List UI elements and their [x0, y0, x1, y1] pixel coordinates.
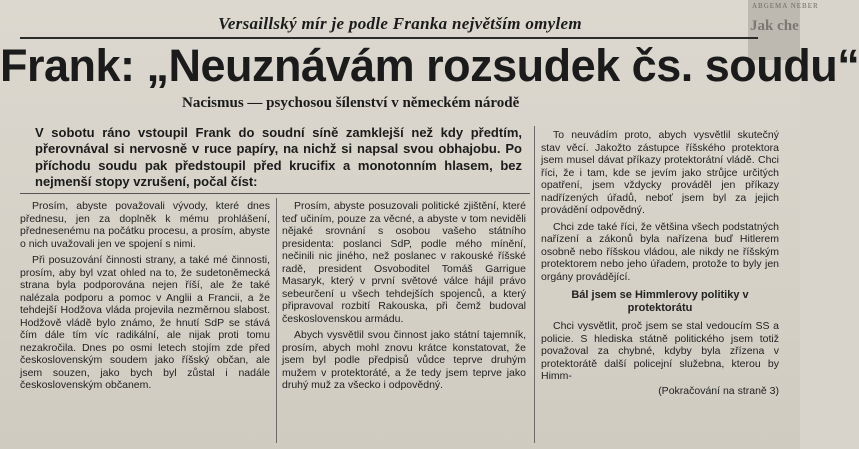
- paragraph: To neuvádím proto, abych vysvětlil skutečný stav věcí. Jakožto zástupce říšského protektora jsem musel dávat příkazy protektorátní vládě. Chci říci, že i tam, kde se jevím jako strůjce určitých opatření, jsem vždycky prováděl jen příkazy nadřízených úřadů, neboť jsem byl za jejich provádění odpovědný.: [541, 129, 779, 216]
- headline: Frank: „Neuznávám rozsudek čs. soudu“: [0, 40, 859, 91]
- paragraph: Prosím, abyste považovali vývody, které dnes přednesu, jen za doplněk k mému prohlášení, přednesenému na počátku procesu, a prosím, abyste o nich uvažovali jen ve spojení s nimi.: [20, 200, 270, 250]
- column-divider: [534, 126, 535, 443]
- edge-top-text: ABGEMA NEBER: [752, 2, 819, 10]
- paragraph: Chci vysvětlit, proč jsem se stal vedoucím SS a policie. S hlediska státně politického jsem totiž považoval za chybné, kdyby byla zřízena v protektorátě další policejní služebna, kterou by Himm-: [541, 320, 779, 382]
- article-column-1: [20, 200, 270, 392]
- paragraph: Prosím, abyste posuzovali politické zjištění, které teď učiním, pouze za věcné, a abyste v tom neviděli nějaké srovnání s osobou vašeho státního presidenta: poslanci SdP, podle mého mínění, nečinili nic jiného, než poslanec v rakouské říšské radě, president Osvoboditel Tomáš Garrigue Masaryk, který v první světové válce hájil právo sebeurčení u všech tehdejších spojenců, a který připravoval rozbití Rakouska, při čemž budoval československou armádu.: [282, 200, 526, 325]
- subhead: Nacismus — psychosou šílenství v německém národě: [182, 95, 520, 111]
- kicker: Versaillský mír je podle Franka největším omylem: [218, 14, 582, 33]
- paragraph: Při posuzování činnosti strany, a také mé činnosti, prosím, aby byl vzat ohled na to, že sudetoněmecká strana byla podporována nejen říší, ale že také nalézala podporu a pomoc v Anglii a Francii, a že tehdejší Hodžova vláda projevila nezměrnou slabost. Hodžově vládě bylo známo, že hnutí SdP se stává čím dále tím víc radikální, ale nijak proti tomu nezakročila. Dnes po osmi letech stojím zde před československým soudem jako říšský občan, ale jsem souzen, jako bych byl zůstal i nadále československým občanem.: [20, 254, 270, 391]
- section-heading: Bál jsem se Himmlerovy politiky v protektorátu: [571, 289, 749, 314]
- article-column-2: [282, 200, 526, 392]
- lead-paragraph: V sobotu ráno vstoupil Frank do soudní síně zamklejší než kdy předtím, přerovnával si nervosně v ruce papíry, na nichž si napsal svou obhajobu. Po příchodu soudu pak předstoupil před krucifix a monotonním hlasem, bez nejmenší stopy vzrušení, počal číst:: [35, 125, 522, 190]
- article-column-3: [541, 129, 779, 397]
- edge-title: Jak che: [750, 18, 799, 34]
- column-divider: [276, 198, 277, 443]
- kicker-rule: [20, 37, 758, 39]
- paragraph: Abych vysvětlil svou činnost jako státní tajemník, prosím, abych mohl znovu krátce konstatovat, že jsem byl podle předpisů vůdce teprve druhým mužem v protektoráté, a že tedy jsem teprve jako druhý muž za všecko i odpovědný.: [282, 329, 526, 391]
- paragraph: Chci zde také říci, že většina všech podstatných nařízení a zákonů byla nařízena buď Hitlerem osobně nebo říšskou vládou, ale nikdy ne říšským protektorem nebo jeho úřadem, protože to byly jen orgány provádějící.: [541, 220, 779, 283]
- lead-rule: [20, 193, 530, 194]
- continuation-note: (Pokračování na straně 3): [658, 384, 779, 397]
